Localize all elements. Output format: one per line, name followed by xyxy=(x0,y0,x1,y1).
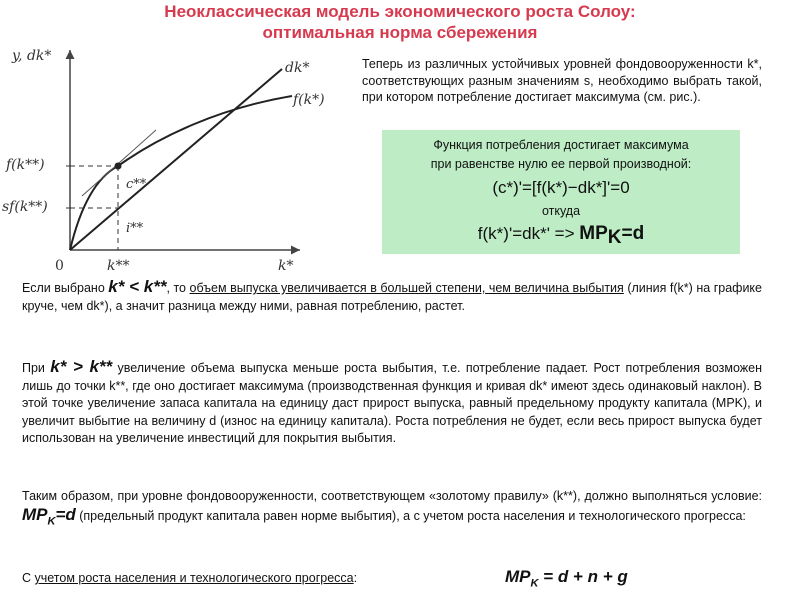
sf-kss-label: sf(k**) xyxy=(2,199,48,215)
golden-rule-point xyxy=(115,163,122,170)
kss-label: k** xyxy=(107,258,130,274)
page-subtitle: оптимальная норма сбережения xyxy=(262,23,538,42)
i-label: i** xyxy=(126,221,144,236)
box-formula: (c*)'=[f(k*)−dk*]'=0 xyxy=(492,178,630,197)
origin-label: 0 xyxy=(55,258,64,274)
paragraph-k-less: Если выбрано k* < k**, то объем выпуска увеличивается в большей степени, чем величина выбытия (линия f(k*) на графике круче, чем dk*), а значит разница между ними, равная потреблению, растет. xyxy=(22,277,762,313)
box-line-2: при равенстве нулю ее первой производной: xyxy=(430,157,692,171)
intro-text: Теперь из различных устойчивых уровней фондовооруженности k*, соответствующих разным значениям s, необходимо выбрать такой, при котором потребление достигает максимума (см. рис.). xyxy=(362,57,762,104)
box-line-1: Функция потребления достигает максимума xyxy=(433,138,689,152)
solow-golden-rule-graph xyxy=(0,38,360,278)
production-curve xyxy=(70,96,292,250)
paragraph-with-growth: С учетом роста населения и технологического прогресса: xyxy=(22,571,358,585)
c-label: c** xyxy=(126,177,147,192)
page-title: Неоклассическая модель экономического роста Солоу: xyxy=(164,2,636,21)
x-axis-label: k* xyxy=(278,258,294,274)
y-axis-label: y, dk* xyxy=(12,48,52,64)
box-result: $f(k*)'=dk*' => MP_K=d$ xyxy=(477,223,645,249)
golden-rule-formula: $MP_K = d + n + g$ xyxy=(505,567,628,590)
consumption-max-box xyxy=(382,130,740,254)
f-kss-label: f(k**) xyxy=(6,157,45,173)
paragraph-k-greater: При k* > k** увеличение объема выпуска меньше роста выбытия, т.е. потребление падает. Рост потребления возможен лишь до точки k**, где оно достигает максимума (производственная функция и кривая dk* имеют здесь одинаковый наклон). В этой точке увеличение запаса капитала на единицу даст прирост выпуска, равный предельному продукту капитала (MPK), и увеличит выбытие на величину d (износ на единицу капитала). Роста потребления не будет, если весь прирост выпуска будет использован на увеличение инвестиций для покрытия выбытия. xyxy=(22,357,762,445)
paragraph-golden-rule: Таким образом, при уровне фондовооруженности, соответствующем «золотому правилу» (k**), должно выполняться условие: $MP_K=d$ (предельный продукт капитала равен норме выбытия), а с учетом роста населения и технологического прогресса: xyxy=(22,489,762,527)
f-curve-label: f(k*) xyxy=(293,92,325,108)
box-line-4: откуда xyxy=(541,204,581,218)
dk-line xyxy=(70,69,282,250)
dk-curve-label: dk* xyxy=(285,60,310,76)
